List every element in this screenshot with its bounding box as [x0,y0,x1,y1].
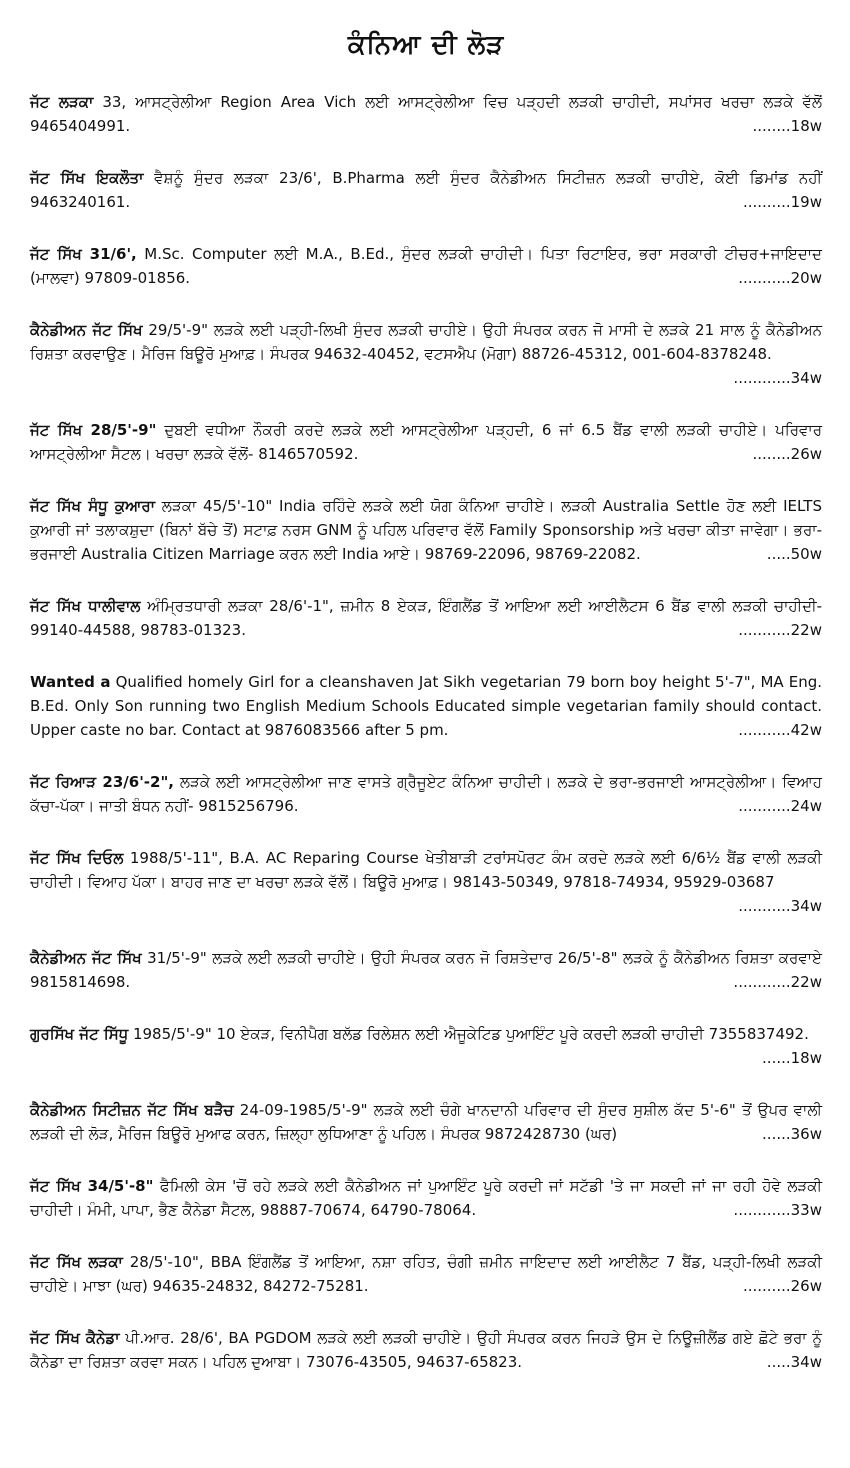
ad-body: 29/5'-9" ਲੜਕੇ ਲਈ ਪੜ੍ਹੀ-ਲਿਖੀ ਸੁੰਦਰ ਲੜਕੀ ਚਾਹੀਏ। ਉਹੀ ਸੰਪਰਕ ਕਰਨ ਜੋ ਮਾਸੀ ਦੇ ਲੜਕੇ 21 ਸਾਲ ਨੂੰ ਕੈਨੇਡੀਅਨ ਰਿਸ਼ਤਾ ਕਰਵਾਉਣ। ਮੈਰਿਜ ਬਿਊਰੋ ਮੁਆਫ਼। ਸੰਪਰਕ 94632-40452, ਵਟਸਐਪ (ਮੋਗਾ) 88726-45312, 001-604-8378248. [30,321,822,363]
ad-item [30,670,822,742]
ad-body: ਪੀ.ਆਰ. 28/6', BA PGDOM ਲੜਕੇ ਲਈ ਲੜਕੀ ਚਾਹੀਏ। ਉਹੀ ਸੰਪਰਕ ਕਰਨ ਜਿਹੜੇ ਉਸ ਦੇ ਨਿਊਜ਼ੀਲੈਂਡ ਗਏ ਛੋਟੇ ਭਰਾ ਨੂੰ ਕੈਨੇਡਾ ਦਾ ਰਿਸ਼ਤਾ ਕਰਵਾ ਸਕਨ। ਪਹਿਲ ਦੁਆਬਾ। 73076-43505, 94637-65823. [30,1329,822,1371]
ad-item [30,1022,822,1070]
ad-body: ਫੈਮਿਲੀ ਕੇਸ 'ਚੋਂ ਰਹੇ ਲੜਕੇ ਲਈ ਕੈਨੇਡੀਅਨ ਜਾਂ ਪੁਆਇੰਟ ਪੂਰੇ ਕਰਦੀ ਜਾਂ ਸਟੱਡੀ 'ਤੇ ਜਾ ਸਕਦੀ ਜਾਂ ਜਾ ਰਹੀ ਹੋਵੇ ਲੜਕੀ ਚਾਹੀਦੀ। ਮੰਮੀ, ਪਾਪਾ, ਭੈਣ ਕੈਨੇਡਾ ਸੈਟਲ, 98887-70674, 64790-78064. [30,1177,822,1219]
ad-item [30,1098,822,1146]
ad-head: ਕੈਨੇਡੀਅਨ ਜੱਟ ਸਿੱਖ [30,949,142,967]
ad-code: .....34w [766,1353,822,1371]
ad-body: ਲੜਕਾ 45/5'-10" India ਰਹਿੰਦੇ ਲੜਕੇ ਲਈ ਯੋਗ ਕੰਨਿਆ ਚਾਹੀਏ। ਲੜਕੀ Australia Settle ਹੋਣ ਲਈ IELTS ਕੁਆਰੀ ਜਾਂ ਤਲਾਕਸ਼ੁਦਾ (ਬਿਨਾਂ ਬੱਚੇ ਤੋਂ) ਸਟਾਫ਼ ਨਰਸ GNM ਨੂੰ ਪਹਿਲ ਪਰਿਵਾਰ ਵੱਲੋਂ Family Sponsorship ਅਤੇ ਖਰਚਾ ਕੀਤਾ ਜਾਵੇਗਾ। ਭਰਾ-ਭਰਜਾਈ Australia Citizen Marriage ਕਰਨ ਲਈ India ਆਏ। 98769-22096, 98769-22082. [30,497,822,563]
ad-item [30,166,822,214]
ad-item [30,1250,822,1298]
ad-code: ........26w [752,445,822,463]
ad-body: ਅੰਮ੍ਰਿਤਧਾਰੀ ਲੜਕਾ 28/6'-1", ਜ਼ਮੀਨ 8 ਏਕੜ, ਇੰਗਲੈਂਡ ਤੋਂ ਆਇਆ ਲਈ ਆਈਲੈਟਸ 6 ਬੈਂਡ ਵਾਲੀ ਲੜਕੀ ਚਾਹੀਦੀ- 99140-44588, 98783-01323. [30,597,822,639]
ad-code: ......18w [762,1049,822,1067]
ad-body: 31/5'-9" ਲੜਕੇ ਲਈ ਲੜਕੀ ਚਾਹੀਏ। ਉਹੀ ਸੰਪਰਕ ਕਰਨ ਜੋ ਰਿਸ਼ਤੇਦਾਰ 26/5'-8" ਲੜਕੇ ਨੂੰ ਕੈਨੇਡੀਅਨ ਰਿਸ਼ਤਾ ਕਰਵਾਏ 9815814698. [30,949,822,991]
ad-item [30,318,822,390]
ad-code: ..........26w [742,1277,822,1295]
ad-body: ਦੁਬਈ ਵਧੀਆ ਨੌਕਰੀ ਕਰਦੇ ਲੜਕੇ ਲਈ ਆਸਟ੍ਰੇਲੀਆ ਪੜ੍ਹਦੀ, 6 ਜਾਂ 6.5 ਬੈਂਡ ਵਾਲੀ ਲੜਕੀ ਚਾਹੀਏ। ਪਰਿਵਾਰ ਆਸਟ੍ਰੇਲੀਆ ਸੈਟਲ। ਖਰਚਾ ਲੜਕੇ ਵੱਲੋਂ- 8146570592. [30,421,823,463]
ad-head: ਜੱਟ ਸਿੱਖ ਦਿਓਲ [30,849,124,867]
ad-code: ...........20w [738,269,822,287]
ad-body: 1988/5'-11", B.A. AC Reparing Course ਖੇਤੀਬਾੜੀ ਟਰਾਂਸਪੋਰਟ ਕੰਮ ਕਰਦੇ ਲੜਕੇ ਲਈ 6/6½ ਬੈਂਡ ਵਾਲੀ ਲੜਕੀ ਚਾਹੀਦੀ। ਵਿਆਹ ਪੱਕਾ। ਬਾਹਰ ਜਾਣ ਦਾ ਖਰਚਾ ਲੜਕੇ ਵੱਲੋਂ। ਬਿਊਰੋ ਮੁਆਫ਼। 98143-50349, 97818-74934, 95929-03687 [30,849,823,891]
ad-code: ........18w [752,117,822,135]
ad-item [30,494,822,566]
ad-item [30,594,822,642]
ad-body: ਵੈਸ਼ਨੂੰ ਸੁੰਦਰ ਲੜਕਾ 23/6', B.Pharma ਲਈ ਸੁੰਦਰ ਕੈਨੇਡੀਅਨ ਸਿਟੀਜ਼ਨ ਲੜਕੀ ਚਾਹੀਏ, ਕੋਈ ਡਿਮਾਂਡ ਨਹੀਂ 9463240161. [30,169,823,211]
ad-code: ...........24w [738,797,822,815]
ad-item [30,90,822,138]
ad-code: ...........42w [738,721,822,739]
ad-body: ਲੜਕੇ ਲਈ ਆਸਟ੍ਰੇਲੀਆ ਜਾਣ ਵਾਸਤੇ ਗ੍ਰੈਜੂਏਟ ਕੰਨਿਆ ਚਾਹੀਦੀ। ਲੜਕੇ ਦੇ ਭਰਾ-ਭਰਜਾਈ ਆਸਟ੍ਰੇਲੀਆ। ਵਿਆਹ ਕੱਚਾ-ਪੱਕਾ। ਜਾਤੀ ਬੰਧਨ ਨਹੀਂ- 9815256796. [30,773,822,815]
ad-code: ...........22w [738,621,822,639]
page-title: ਕੰਨਿਆ ਦੀ ਲੋੜ [347,30,505,60]
ad-item [30,1326,822,1374]
ad-head: ਜੱਟ ਸਿੱਖ ਕੈਨੇਡਾ [30,1329,120,1347]
ad-head: ਜੱਟ ਸਿੱਖ ਧਾਲੀਵਾਲ [30,597,141,615]
ad-head: ਜੱਟ ਰਿਆੜ 23/6'-2", [30,773,174,791]
ad-body: M.Sc. Computer ਲਈ M.A., B.Ed., ਸੁੰਦਰ ਲੜਕੀ ਚਾਹੀਦੀ। ਪਿਤਾ ਰਿਟਾਇਰ, ਭਰਾ ਸਰਕਾਰੀ ਟੀਚਰ+ਜਾਇਦਾਦ (ਮਾਲਵਾ) 97809-01856. [30,245,822,287]
ad-item [30,946,822,994]
ad-item [30,418,822,466]
ad-code: ...........34w [738,897,822,915]
ads-list [30,90,822,1374]
ad-code: ............33w [733,1201,822,1219]
ad-head: ਗੁਰਸਿੱਖ ਜੱਟ ਸਿੱਧੂ [30,1025,129,1043]
ad-body: 24-09-1985/5'-9" ਲੜਕੇ ਲਈ ਚੰਗੇ ਖਾਨਦਾਨੀ ਪਰਿਵਾਰ ਦੀ ਸੁੰਦਰ ਸੁਸ਼ੀਲ ਕੱਦ 5'-6" ਤੋਂ ਉਪਰ ਵਾਲੀ ਲੜਕੀ ਦੀ ਲੋੜ, ਮੈਰਿਜ ਬਿਊਰੋ ਮੁਆਫ ਕਰਨ, ਜ਼ਿਲ੍ਹਾ ਲੁਧਿਆਣਾ ਨੂੰ ਪਹਿਲ। ਸੰਪਰਕ 9872428730 (ਘਰ) [30,1101,822,1143]
ad-head: ਜੱਟ ਸਿੱਖ 34/5'-8" [30,1177,154,1195]
ad-code: ............34w [733,369,822,387]
ad-item [30,846,822,918]
ad-code: ......36w [762,1125,822,1143]
ad-item [30,1174,822,1222]
ad-head: ਜੱਟ ਸਿੱਖ ਇਕਲੌਤਾ [30,169,144,187]
ad-head: Wanted a [30,673,111,691]
ad-body: Qualified homely Girl for a cleanshaven Jat Sikh vegetarian 79 born boy height 5'-7", MA Eng. B.Ed. Only Son running two English Medium Schools Educated simple vegetarian family should contact. Upper caste no bar. Contact at 9876083566 after 5 pm. [30,673,823,739]
ad-body: 1985/5'-9" 10 ਏਕੜ, ਵਿਨੀਪੈਗ ਬਲੱਡ ਰਿਲੇਸ਼ਨ ਲਈ ਐਜੂਕੇਟਿਡ ਪੁਆਇੰਟ ਪੂਰੇ ਕਰਦੀ ਲੜਕੀ ਚਾਹੀਦੀ 7355837492. [128,1025,809,1043]
ad-code: .....50w [766,545,822,563]
ad-head: ਜੱਟ ਸਿੱਖ 28/5'-9" [30,421,157,439]
ad-code: ............22w [733,973,822,991]
ad-body: 28/5'-10", BBA ਇੰਗਲੈਂਡ ਤੋਂ ਆਇਆ, ਨਸ਼ਾ ਰਹਿਤ, ਚੰਗੀ ਜ਼ਮੀਨ ਜਾਇਦਾਦ ਲਈ ਆਈਲੈਟ 7 ਬੈਂਡ, ਪੜ੍ਹੀ-ਲਿਖੀ ਲੜਕੀ ਚਾਹੀਏ। ਮਾਝਾ (ਘਰ) 94635-24832, 84272-75281. [30,1253,823,1295]
ad-item [30,242,822,290]
ad-body: 33, ਆਸਟ੍ਰੇਲੀਆ Region Area Vich ਲਈ ਆਸਟ੍ਰੇਲੀਆ ਵਿਚ ਪੜ੍ਹਦੀ ਲੜਕੀ ਚਾਹੀਦੀ, ਸਪਾਂਸਰ ਖਰਚਾ ਲੜਕੇ ਵੱਲੋਂ 9465404991. [30,93,822,135]
ad-code: ..........19w [742,193,822,211]
ad-item [30,770,822,818]
ad-head: ਕੈਨੇਡੀਅਨ ਸਿਟੀਜ਼ਨ ਜੱਟ ਸਿੱਖ ਬੜੈਚ [30,1101,234,1119]
ad-head: ਜੱਟ ਲੜਕਾ [30,93,94,111]
ad-head: ਜੱਟ ਸਿੱਖ ਲੜਕਾ [30,1253,123,1271]
ad-head: ਜੱਟ ਸਿੱਖ 31/6', [30,245,137,263]
ad-head: ਕੈਨੇਡੀਅਨ ਜੱਟ ਸਿੱਖ [30,321,143,339]
ad-head: ਜੱਟ ਸਿੱਖ ਸੰਧੂ ਕੁਆਰਾ [30,497,156,515]
